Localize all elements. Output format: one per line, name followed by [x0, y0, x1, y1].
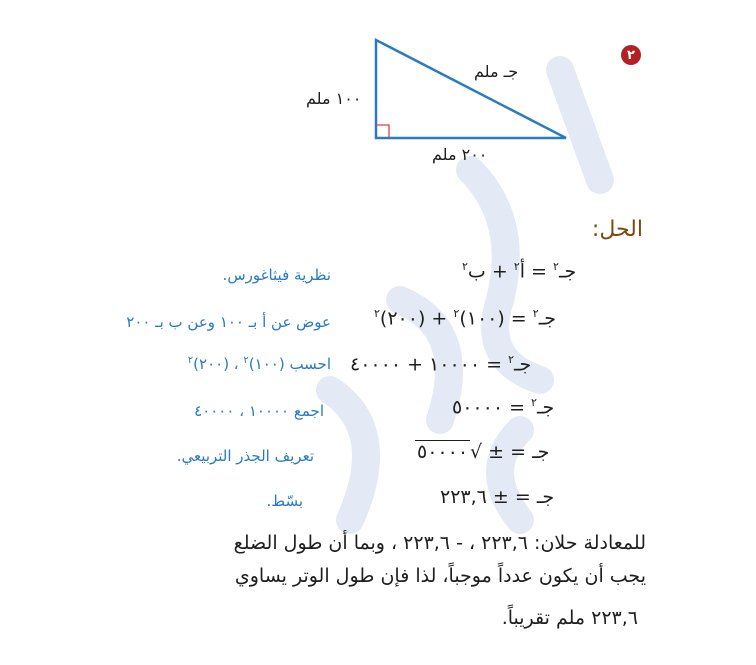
step-equation: جـ = ± ٢٢٣,٦: [440, 486, 555, 508]
step-reason: تعريف الجذر التربيعي.: [176, 447, 314, 465]
step-reason: عوض عن أ بـ ١٠٠ وعن ب بـ ٢٠٠: [126, 313, 331, 331]
conclusion-line-1: للمعادلة حلان: ٢٢٣,٦ ، - ٢٢٣,٦ ، وبما أن طول الضلع: [233, 532, 646, 554]
step-reason: احسب (١٠٠)$^٢$ ، (٢٠٠)$^٢$: [187, 355, 331, 373]
step-reason: اجمع ١٠٠٠٠ ، ٤٠٠٠٠: [194, 402, 324, 420]
step-equation: جـ = ± √٥٠٠٠٠: [417, 441, 550, 463]
radicand: ٥٠٠٠٠: [417, 441, 469, 463]
step-row: [0, 305, 756, 345]
conclusion-line-3: ٢٢٣,٦ ملم تقريباً.: [501, 607, 638, 629]
step-reason: بسّط.: [266, 492, 303, 510]
step-row: [0, 482, 756, 522]
radical-sign: √: [470, 441, 483, 463]
vertical-side-label: ١٠٠ ملم: [306, 89, 362, 108]
solution-title: الحل:: [591, 217, 643, 242]
step-row: [0, 437, 756, 477]
base-side-label: ٢٠٠ ملم: [432, 145, 488, 164]
step-row: [0, 392, 756, 432]
problem-number-badge: ٢: [621, 45, 641, 65]
step-row: [0, 258, 756, 298]
step-equation: جـ$^٢$ = أ$^٢$ + ب$^٢$: [462, 260, 577, 283]
step-equation: جـ$^٢$ = ٥٠٠٠٠: [452, 396, 555, 419]
step-equation: جـ$^٢$ = ١٠٠٠٠ + ٤٠٠٠٠: [350, 353, 532, 376]
step-row: [0, 347, 756, 387]
step-equation: جـ$^٢$ = (١٠٠)$^٢$ + (٢٠٠)$^٢$: [374, 307, 557, 330]
conclusion-line-2: يجب أن يكون عدداً موجباً، لذا فإن طول الوتر يساوي: [234, 565, 646, 587]
hypotenuse-label: جـ ملم: [474, 62, 519, 81]
step-reason: نظرية فيثاغورس.: [222, 266, 331, 284]
triangle-shape: [376, 40, 566, 138]
right-angle-marker: [376, 125, 389, 138]
right-triangle-figure: [0, 0, 756, 200]
